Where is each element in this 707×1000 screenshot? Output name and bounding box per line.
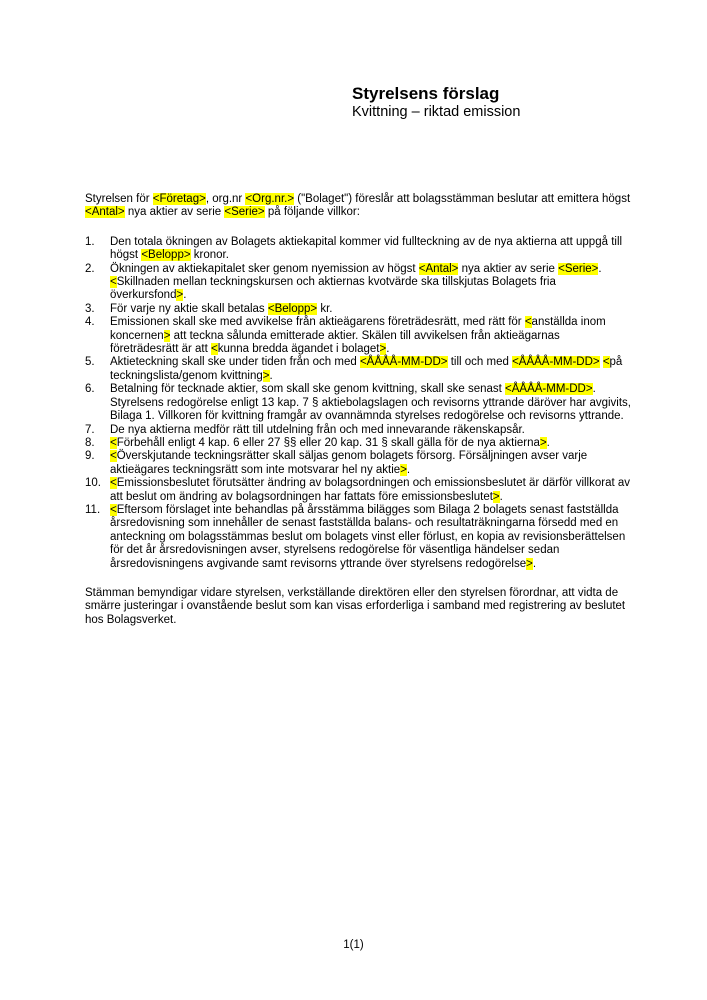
text-run: ("Bolaget") föreslår att bolagsstämman beslutar att emittera högst	[294, 193, 631, 205]
placeholder-highlight: <Belopp>	[141, 249, 191, 262]
text-run: Skillnaden mellan teckningskursen och aktiernas kvotvärde ska tillskjutas Bolagets fria överkursfond	[110, 276, 556, 302]
closing-paragraph: Stämman bemyndigar vidare styrelsen, verkställande direktören eller den styrelsen förordnar, att vidta de smärre justeringar i ovanstående beslut som kan visas erforderliga i samband med registrering av beslutet hos Bolagsverket.	[85, 586, 626, 626]
placeholder-highlight: >	[176, 289, 184, 302]
text-run: För varje ny aktie skall betalas	[110, 302, 268, 315]
text-run: , org.nr	[205, 193, 246, 205]
text-run: nya aktier av serie	[458, 262, 559, 275]
text-run: att teckna sålunda emitterade aktier. Skälen till avvikelsen från aktieägarnas företrädesrätt är att	[110, 329, 560, 356]
text-run: Emissionsbeslutet förutsätter ändring av bolagsordningen och emissionsbeslutet är därför villkorat av att beslut om ändring av bolagsordningen har fattats före emissionsbeslutet	[110, 477, 631, 503]
list-item-number: 1.	[85, 235, 95, 248]
list-item-text	[110, 303, 631, 316]
text-run: .	[532, 557, 537, 570]
list-item-number: 8.	[85, 436, 95, 449]
list-item-number: 2.	[85, 262, 95, 275]
list-item-text	[110, 263, 631, 303]
text-run: Betalning för tecknade aktier, som skall ske genom kvittning, skall ske senast	[110, 383, 506, 396]
placeholder-highlight: <	[110, 436, 117, 449]
list-item	[85, 356, 631, 383]
text-run: De nya aktierna medför rätt till utdelning från och med innevarande räkenskapsår.	[110, 423, 525, 436]
placeholder-highlight: <Antal>	[85, 206, 125, 219]
list-item-text	[110, 477, 631, 504]
text-run: kr.	[317, 302, 333, 315]
text-run: Ökningen av aktiekapitalet sker genom nyemission av högst	[110, 262, 419, 275]
list-item-text	[110, 316, 631, 356]
text-run: Aktieteckning skall ske under tiden från och med	[110, 356, 360, 369]
text-run: kunna bredda ägandet i bolaget	[217, 343, 380, 356]
document-title: Styrelsens förslag	[352, 84, 500, 103]
list-item-number: 5.	[85, 356, 95, 369]
text-run: på följande villkor:	[264, 206, 360, 219]
placeholder-highlight: >	[526, 557, 533, 570]
list-item-number: 10.	[85, 477, 101, 490]
list-item-text	[110, 424, 631, 437]
list-item-text	[110, 236, 631, 263]
text-run: Styrelsen för	[85, 193, 153, 205]
placeholder-highlight: >	[400, 463, 407, 476]
list-item-number: 9.	[85, 450, 95, 463]
placeholder-highlight: <Serie>	[224, 206, 265, 219]
list-item-number: 7.	[85, 423, 95, 436]
placeholder-highlight: >	[539, 436, 547, 449]
text-run: .	[406, 463, 411, 476]
list-item	[85, 424, 631, 437]
list-item	[85, 437, 631, 450]
text-run: anställda inom koncernen	[110, 316, 606, 342]
list-item-text	[110, 437, 631, 450]
list-item	[85, 450, 631, 477]
list-item-text	[110, 504, 631, 571]
text-run: .	[269, 369, 273, 382]
text-run: Den totala ökningen av Bolagets aktiekapital kommer vid fullteckning av de nya aktierna att uppgå till högst	[110, 235, 623, 262]
list-item	[85, 383, 631, 423]
placeholder-highlight: <Org.nr.>	[245, 193, 295, 205]
placeholder-highlight: >	[379, 343, 387, 356]
placeholder-highlight: >	[262, 369, 270, 382]
placeholder-highlight: >	[163, 329, 171, 342]
text-run: nya aktier av serie	[124, 206, 225, 219]
text-run: till och med	[447, 356, 513, 369]
text-run: Eftersom förslaget inte behandlas på årsstämma bilägges som Bilaga 2 bolagets senast fastställda årsredovisning som innehåller de senast fastställda balans- och resultaträkningarna försedd med en anteckning om bolagsstämmas beslut om bolagets vinst eller förlust, en kopia av revisionsberättelsen för det år årsredovisningen avser, styrelsens redogörelse för väsentliga händelser sedan årsredovisningens avgivande samt revisorns yttrande över styrelsens redogörelse	[110, 503, 626, 570]
list-item-number: 3.	[85, 302, 95, 315]
placeholder-highlight: <ÅÅÅÅ-MM-DD>	[505, 383, 593, 396]
placeholder-highlight: <ÅÅÅÅ-MM-DD>	[512, 356, 600, 369]
document-body	[85, 193, 631, 627]
text-run: Emissionen skall ske med avvikelse från aktieägarens företrädesrätt, med rätt för	[110, 316, 525, 329]
list-item	[85, 303, 631, 316]
placeholder-highlight: <Serie>	[558, 262, 599, 275]
placeholder-highlight: <	[110, 503, 117, 516]
intro-paragraph	[85, 193, 631, 220]
terms-list	[85, 236, 631, 571]
page-number: 1(1)	[343, 939, 364, 951]
text-run: .	[598, 262, 602, 275]
text-run: på teckningslista/genom kvittning	[110, 356, 623, 382]
placeholder-highlight: <	[524, 316, 532, 329]
list-item-text	[110, 383, 631, 423]
text-run: .	[386, 343, 390, 356]
list-item	[85, 316, 631, 356]
placeholder-highlight: <	[110, 450, 117, 463]
placeholder-highlight: <	[211, 343, 218, 356]
placeholder-highlight: <Belopp>	[267, 302, 318, 315]
list-item-text	[110, 450, 631, 477]
text-run: . Styrelsens redogörelse enligt 13 kap. 7 § aktiebolagslagen och revisorns yttrande däröver har avgivits, Bilaga 1. Villkoren för kvittning framgår av ovannämnda styrelses redogörelse och revisorns yttrande.	[110, 383, 631, 423]
list-item	[85, 263, 631, 303]
placeholder-highlight: <Antal>	[418, 262, 459, 275]
text-run: Förbehåll enligt 4 kap. 6 eller 27 §§ eller 20 kap. 31 § skall gälla för de nya aktierna	[116, 436, 540, 449]
list-item	[85, 236, 631, 263]
placeholder-highlight: <	[110, 477, 117, 490]
placeholder-highlight: <	[602, 356, 610, 369]
placeholder-highlight: >	[492, 490, 500, 503]
placeholder-highlight: <	[110, 276, 117, 289]
list-item-number: 6.	[85, 383, 95, 396]
title-block	[352, 84, 520, 121]
text-run: .	[546, 436, 550, 449]
list-item	[85, 477, 631, 504]
placeholder-highlight: <Företag>	[152, 193, 206, 205]
list-item-number: 11.	[85, 503, 101, 516]
list-item	[85, 504, 631, 571]
text-run: .	[499, 490, 503, 503]
placeholder-highlight: <ÅÅÅÅ-MM-DD>	[359, 356, 448, 369]
text-run: .	[183, 289, 187, 302]
list-item-text	[110, 356, 631, 383]
document-subtitle: Kvittning – riktad emission	[352, 104, 521, 120]
list-item-number: 4.	[85, 316, 95, 329]
text-run: Överskjutande teckningsrätter skall säljas genom bolagets försorg. Försäljningen avser varje aktieägares teckningsrätt som inte motsvarar hel ny aktie	[110, 450, 588, 476]
text-run: kronor.	[190, 249, 229, 262]
